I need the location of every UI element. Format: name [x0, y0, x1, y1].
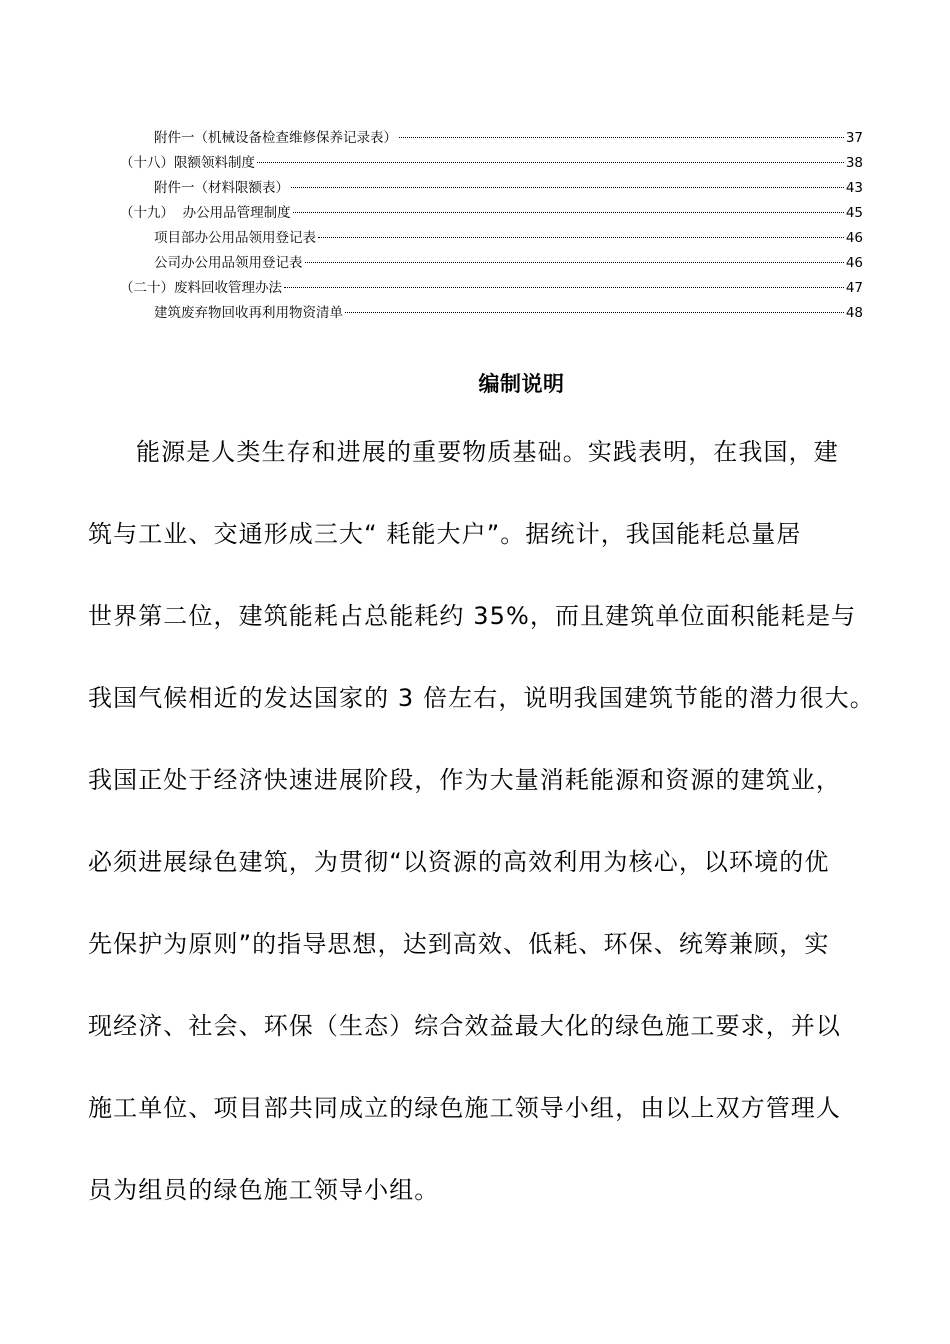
toc-entry[interactable] — [120, 201, 863, 226]
paragraph-line: 筑与工业、交通形成三大“ 耗能大户”。据统计，我国能耗总量居 — [88, 520, 802, 548]
paragraph-line: 施工单位、项目部共同成立的绿色施工领导小组，由以上双方管理人 — [88, 1094, 841, 1122]
paragraph-line: 现经济、社会、环保（生态）综合效益最大化的绿色施工要求，并以 — [88, 1012, 841, 1040]
toc-entry-page: 38 — [845, 155, 863, 171]
toc-dot-leader — [399, 137, 844, 138]
paragraph-line: 员为组员的绿色施工领导小组。 — [88, 1176, 440, 1204]
toc-entry[interactable] — [120, 151, 863, 176]
toc-entry-label: 项目部办公用品领用登记表 — [154, 230, 316, 246]
toc-entry[interactable] — [120, 276, 863, 301]
toc-entry[interactable] — [120, 126, 863, 151]
toc-entry[interactable] — [120, 226, 863, 251]
toc-entry[interactable] — [120, 251, 863, 276]
toc-dot-leader — [284, 287, 844, 288]
toc-entry-page: 46 — [845, 230, 863, 246]
toc-entry-page: 45 — [845, 205, 863, 221]
body-paragraph — [88, 418, 875, 1238]
toc-dot-leader — [293, 212, 844, 213]
toc-entry-page: 48 — [845, 305, 863, 321]
toc-dot-leader — [305, 262, 844, 263]
toc-dot-leader — [257, 162, 844, 163]
toc-entry-page: 46 — [845, 255, 863, 271]
toc-entry-label: （二十）废料回收管理办法 — [120, 280, 282, 296]
toc-entry-label: （十八）限额领料制度 — [120, 155, 255, 171]
toc-entry[interactable] — [120, 301, 863, 326]
toc-entry-label: 附件一（材料限额表） — [154, 180, 289, 196]
toc-entry-label: 附件一（机械设备检查维修保养记录表） — [154, 130, 397, 146]
toc-entry-label: 建筑废弃物回收再利用物资清单 — [154, 305, 343, 321]
toc-entry-label: 公司办公用品领用登记表 — [154, 255, 303, 271]
paragraph-line: 能源是人类生存和进展的重要物质基础。实践表明，在我国，建 — [136, 438, 839, 466]
toc-entry-page: 43 — [845, 180, 863, 196]
toc-dot-leader — [345, 312, 844, 313]
toc-entry-label: （十九） 办公用品管理制度 — [120, 205, 291, 221]
toc-dot-leader — [291, 187, 844, 188]
paragraph-line: 我国正处于经济快速进展阶段，作为大量消耗能源和资源的建筑业， — [88, 766, 841, 794]
toc-entry-page: 47 — [845, 280, 863, 296]
paragraph-line: 世界第二位，建筑能耗占总能耗约 35%，而且建筑单位面积能耗是与 — [88, 602, 857, 630]
paragraph-line: 我国气候相近的发达国家的 3 倍左右，说明我国建筑节能的潜力很大。 — [88, 684, 875, 712]
toc-entry[interactable] — [120, 176, 863, 201]
paragraph-line: 先保护为原则”的指导思想，达到高效、低耗、环保、统筹兼顾，实 — [88, 930, 830, 958]
toc-entry-page: 37 — [845, 130, 863, 146]
toc-dot-leader — [318, 237, 844, 238]
paragraph-line: 必须进展绿色建筑，为贯彻“以资源的高效利用为核心，以环境的优 — [88, 848, 830, 876]
table-of-contents — [120, 126, 863, 326]
section-title: 编制说明 — [478, 372, 565, 396]
